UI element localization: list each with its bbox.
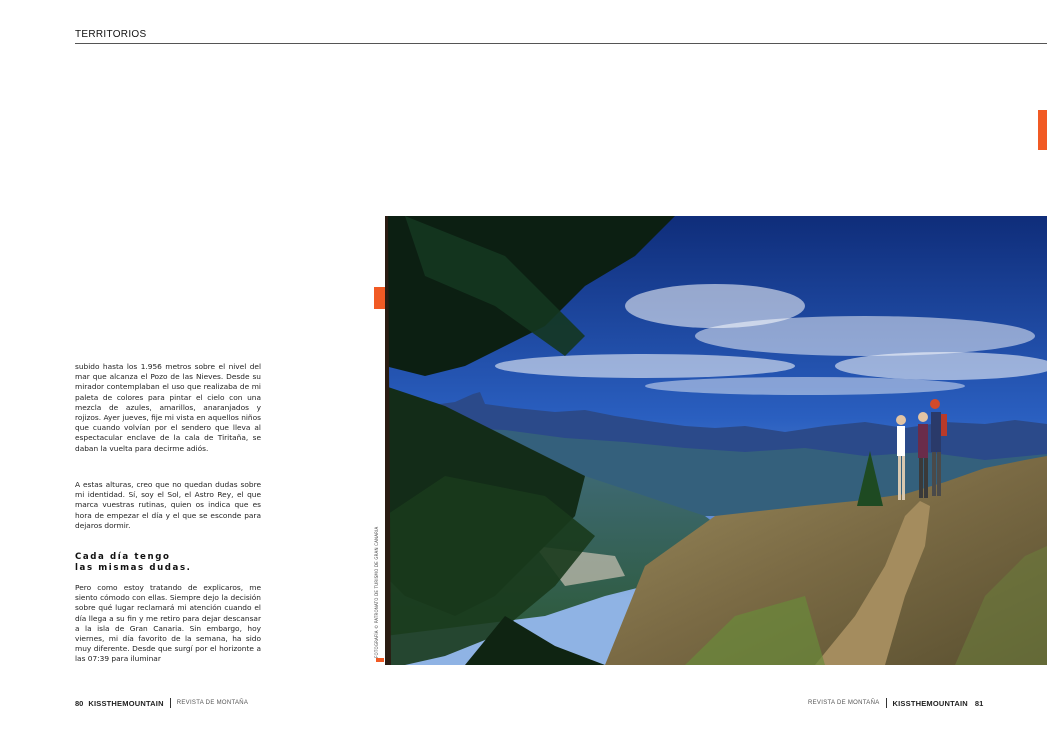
article-subheading xyxy=(75,552,261,574)
header-rule xyxy=(75,43,1047,44)
magazine-name-right: REVISTA DE MONTAÑA xyxy=(808,700,880,706)
section-label: TERRITORIOS xyxy=(75,29,147,40)
magazine-name-left: REVISTA DE MONTAÑA xyxy=(176,700,249,706)
footer-right xyxy=(808,698,983,708)
subheading-line-2: las mismas dudas. xyxy=(75,563,192,573)
photo-credit: FOTOGRAFÍA © PATRONATO DE TURISMO DE GRAN CANARIA xyxy=(374,526,379,658)
article-paragraph-1: subido hasta los 1.956 metros sobre el nivel del mar que alcanza el Pozo de las Nieves. Desde su mirador contemplaban el uso que realizaba de mi paleta de colores para pintar el cielo con una mezcla de azules, amarillos, anaranjados y rojizos. Ayer jueves, fije mi vista en aquellos niños que cuando volvían por el sendero que lleva al espectacular enclave de la cala de Tiritaña, se daban la vuelta para decirme adiós. xyxy=(75,362,261,453)
credit-accent-bar xyxy=(376,658,384,662)
brand-name-left: KISSTHEMOUNTAIN xyxy=(88,698,164,708)
article-paragraph-3: Pero como estoy tratando de explicaros, me siento cómodo con ellas. Siempre dejo la decisión sobre qué lugar reclamará mi atención cuando el día llega a su fin y me retiro para dejar descansar a la isla de Gran Canaria. Sin embargo, hoy viernes, mi día favorito de la semana, ha sido muy diferente. Desde que surgí por el horizonte a las 07:39 para iluminar xyxy=(75,583,261,664)
page-number-left: 80 xyxy=(75,698,84,708)
page-number-right: 81 xyxy=(974,698,984,708)
article-paragraph-2: A estas alturas, creo que no quedan dudas sobre mi identidad. Sí, soy el Sol, el Astro Rey, el que marca vuestras rutinas, quien os indica que es hora de empezar el día y el que se esconde para dejaros dormir. xyxy=(75,480,261,530)
accent-bar-right xyxy=(1038,110,1047,150)
mountain-photo xyxy=(385,216,1047,665)
brand-name-right: KISSTHEMOUNTAIN xyxy=(892,698,968,708)
accent-bar-left xyxy=(374,287,385,309)
footer-left xyxy=(75,698,248,708)
subheading-line-1: Cada día tengo xyxy=(75,552,171,562)
footer-divider-left xyxy=(170,698,171,708)
footer-divider-right xyxy=(886,698,887,708)
